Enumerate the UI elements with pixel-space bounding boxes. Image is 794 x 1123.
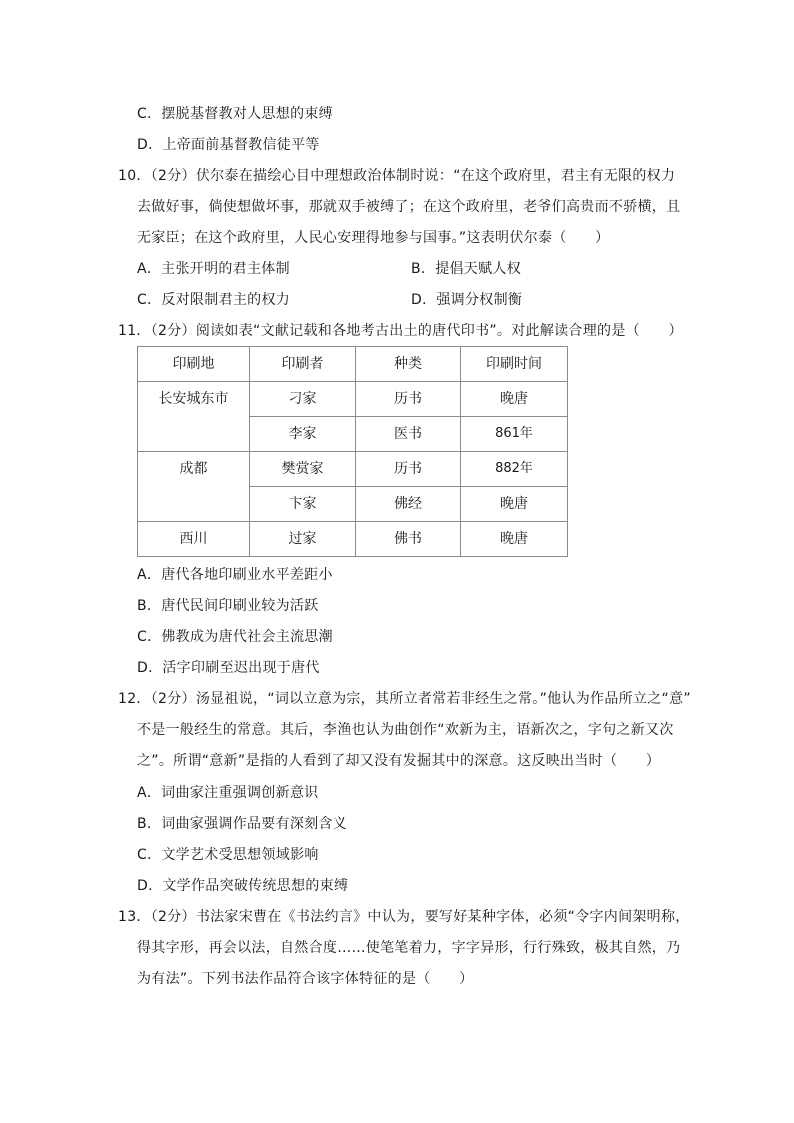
q9-option-c: C．摆脱基督教对人思想的束缚: [137, 106, 333, 122]
q11-option-c: C．佛教成为唐代社会主流思潮: [137, 629, 333, 645]
header-printer: 印刷者: [250, 347, 356, 382]
cell-printer: 卞家: [250, 487, 356, 522]
q10-option-c: C．反对限制君主的权力: [137, 292, 291, 308]
q11-option-b: B．唐代民间印刷业较为活跃: [137, 598, 319, 614]
table-header-row: [138, 347, 568, 382]
header-place: 印刷地: [138, 347, 250, 382]
q10-option-b: B．提倡天赋人权: [411, 261, 522, 277]
header-kind: 种类: [356, 347, 461, 382]
cell-kind: 佛书: [356, 522, 461, 557]
q12-option-c: C．文学艺术受思想领域影响: [137, 847, 319, 863]
cell-time: 861年: [461, 417, 568, 452]
cell-time: 晚唐: [461, 522, 568, 557]
cell-kind: 历书: [356, 382, 461, 417]
table-row: [138, 522, 568, 557]
tang-printing-table: [137, 346, 568, 557]
table-row: [138, 452, 568, 487]
table-row: [138, 382, 568, 417]
q12-option-b: B．词曲家强调作品要有深刻含义: [137, 816, 348, 832]
cell-place: 长安城东市: [138, 382, 250, 452]
header-time: 印刷时间: [461, 347, 568, 382]
cell-printer: 李家: [250, 417, 356, 452]
q13-stem-line-1: 13．（2分）书法家宋曹在《书法约言》中认为，要写好某种字体，必须“令字内间架明称，: [118, 909, 690, 925]
q12-stem-line-3: 之”。所谓“意新”是指的人看到了却又没有发掘其中的深意。这反映出当时（ ）: [137, 753, 661, 769]
cell-time: 晚唐: [461, 382, 568, 417]
q10-stem-line-3: 无家臣；在这个政府里，人民心安理得地参与国事。”这表明伏尔泰（ ）: [137, 230, 610, 246]
q10-option-d: D．强调分权制衡: [411, 292, 523, 308]
q9-option-d: D．上帝面前基督教信徒平等: [137, 137, 320, 153]
q11-option-a: A．唐代各地印刷业水平差距小: [137, 567, 333, 583]
q12-option-d: D．文学作品突破传统思想的束缚: [137, 878, 349, 894]
cell-kind: 历书: [356, 452, 461, 487]
q10-stem-line-2: 去做好事，倘使想做坏事，那就双手被缚了；在这个政府里，老爷们高贵而不骄横，且: [137, 199, 681, 215]
q11-stem: 11．（2分）阅读如表“文献记载和各地考古出土的唐代印书”。对此解读合理的是（ ）: [118, 323, 683, 339]
cell-place: 西川: [138, 522, 250, 557]
q12-option-a: A．词曲家注重强调创新意识: [137, 785, 319, 801]
cell-kind: 医书: [356, 417, 461, 452]
cell-printer: 樊赏家: [250, 452, 356, 487]
q10-option-a: A．主张开明的君主体制: [137, 261, 290, 277]
cell-time: 882年: [461, 452, 568, 487]
cell-place: 成都: [138, 452, 250, 522]
q13-stem-line-3: 为有法”。下列书法作品符合该字体特征的是（ ）: [137, 971, 474, 987]
q12-stem-line-2: 不是一般经生的常意。其后，李渔也认为曲创作“欢新为主，语新次之，字句之新又次: [137, 722, 674, 738]
q10-stem-line-1: 10．（2分）伏尔泰在描绘心目中理想政治体制时说：“在这个政府里，君主有无限的权力: [118, 168, 676, 184]
q11-option-d: D．活字印刷至迟出现于唐代: [137, 660, 320, 676]
cell-printer: 刁家: [250, 382, 356, 417]
cell-kind: 佛经: [356, 487, 461, 522]
cell-time: 晚唐: [461, 487, 568, 522]
q12-stem-line-1: 12．（2分）汤显祖说，“词以立意为宗，其所立者常若非经生之常。”他认为作品所立之“意”: [118, 691, 691, 707]
q13-stem-line-2: 得其字形，再会以法，自然合度……使笔笔着力，字字异形，行行殊致，极其自然，乃: [137, 940, 681, 956]
cell-printer: 过家: [250, 522, 356, 557]
